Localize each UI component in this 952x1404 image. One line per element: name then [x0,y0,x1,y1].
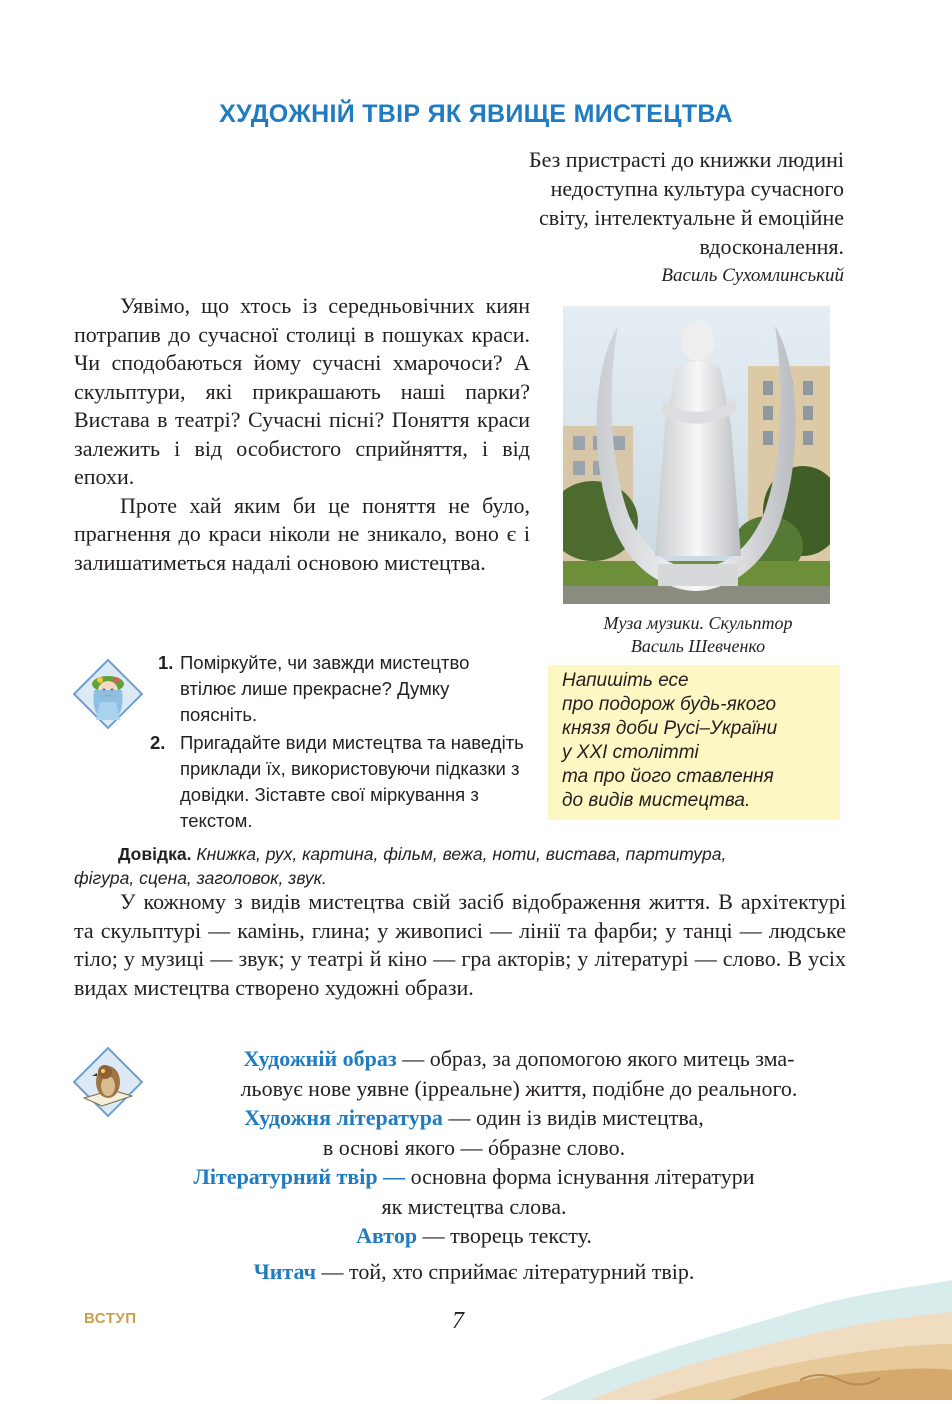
page-number: 7 [452,1308,464,1334]
definition-term: Читач [253,1258,317,1284]
definition-text: — один із видів мистецтва, [442,1105,704,1130]
definition-term: Художній образ [243,1046,397,1071]
definition-artistic-image-cont [74,1074,874,1104]
definition-term: Художня література [244,1105,443,1130]
task-line: Напишіть есе [562,670,689,691]
epigraph-line: недоступна культура сучасного [550,176,844,201]
question-number: 1. [158,652,174,673]
task-line: та про його ставлення [562,766,774,787]
question-item [150,730,530,834]
task-line: князя доби Русі–України [562,718,778,739]
intro-text [74,292,530,577]
reference-label: Довідка. [118,844,192,864]
task-line: про подорож будь-якого [562,694,777,715]
sculpture-image [563,306,830,604]
definition-artistic-image [74,1044,874,1074]
reference-text: Книжка, рух, картина, фільм, вежа, ноти, вистава, партитура, [196,844,727,864]
definition-text: основна форма існування літератури [405,1164,755,1189]
task-line: до видів мистецтва. [562,790,751,811]
essay-task-box [548,665,840,820]
definition-text: — образ, за допомогою якого митець зма- [396,1046,795,1071]
definition-text: як мистецтва слова. [381,1193,567,1219]
definition-author [74,1221,874,1251]
epigraph-line: Без пристрасті до книжки людині [528,147,844,172]
epigraph [404,145,844,290]
definition-text: — той, хто сприймає літературний твір. [316,1258,695,1284]
girl-wreath-icon [72,658,144,730]
question-number: 2. [150,732,166,753]
sculpture-photo [563,306,830,604]
intro-paragraph-2: Проте хай яким би це поняття не було, прагнення до краси ніколи не зникало, воно є і залишатиметься надалі основою мистецтва. [74,492,530,575]
epigraph-line: вдосконалення. [699,234,844,259]
section-label: ВСТУП [84,1310,137,1327]
epigraph-author: Василь Сухомлинський [661,265,844,286]
decorative-book-ornament [500,1270,952,1400]
definition-term: Літературний твір — [193,1164,406,1189]
definition-term: Автор [356,1223,418,1248]
definition-fiction-cont [74,1133,874,1163]
definition-text: льовує нове уявне (ірреальне) життя, подібне до реального. [240,1075,798,1101]
arts-paragraph [74,888,846,1002]
intro-paragraph-1: Уявімо, що хтось із середньовічних киян потрапив до сучасної столиці в пошуках краси. Чи сподобаються йому сучасні хмарочоси? А скульптури, які прикрашають наші парки? Вистава в театрі? Сучасні пісні? Поняття краси залежить і від особистого сприйняття, і від епохи. [74,293,530,489]
definition-text: — творець тексту. [417,1223,592,1248]
reference-text: фігура, сцена, заголовок, звук. [74,868,327,888]
definitions-block [74,1044,874,1286]
reference-note-continued [74,866,794,890]
definition-fiction [74,1103,874,1133]
definition-literary-work [74,1162,874,1192]
epigraph-line: світу, інтелектуальне й емоційне [539,205,844,230]
task-line: у ХХІ столітті [562,742,699,763]
question-item [150,650,530,728]
definition-text: в основі якого — óбразне слово. [322,1134,626,1160]
photo-caption [548,612,848,658]
definition-literary-work-cont [74,1192,874,1222]
page-title: ХУДОЖНІЙ ТВІР ЯК ЯВИЩЕ МИСТЕЦТВА [219,100,733,128]
question-text: Пригадайте види мистецтва та наведіть приклади їх, використовуючи підказки з довідки. Зіставте свої міркування з текстом. [180,732,524,831]
reference-note [118,842,838,866]
questions-list [150,650,530,836]
question-text: Поміркуйте, чи завжди мистецтво втілює лише прекрасне? Думку поясніть. [180,652,470,725]
arts-paragraph-text: У кожному з видів мистецтва свій засіб відображення життя. В архітектурі та скульптурі — камінь, глина; у живописі — лінії та фарби; у танці — людське тіло; у музиці — звук; у театрі й кіно — гра акторів; у літературі — слово. В усіх видах мистецтва створено художні образи. [74,889,846,1000]
photo-caption-line: Муза музики. Скульптор [603,613,793,633]
photo-caption-line: Василь Шевченко [630,636,766,656]
